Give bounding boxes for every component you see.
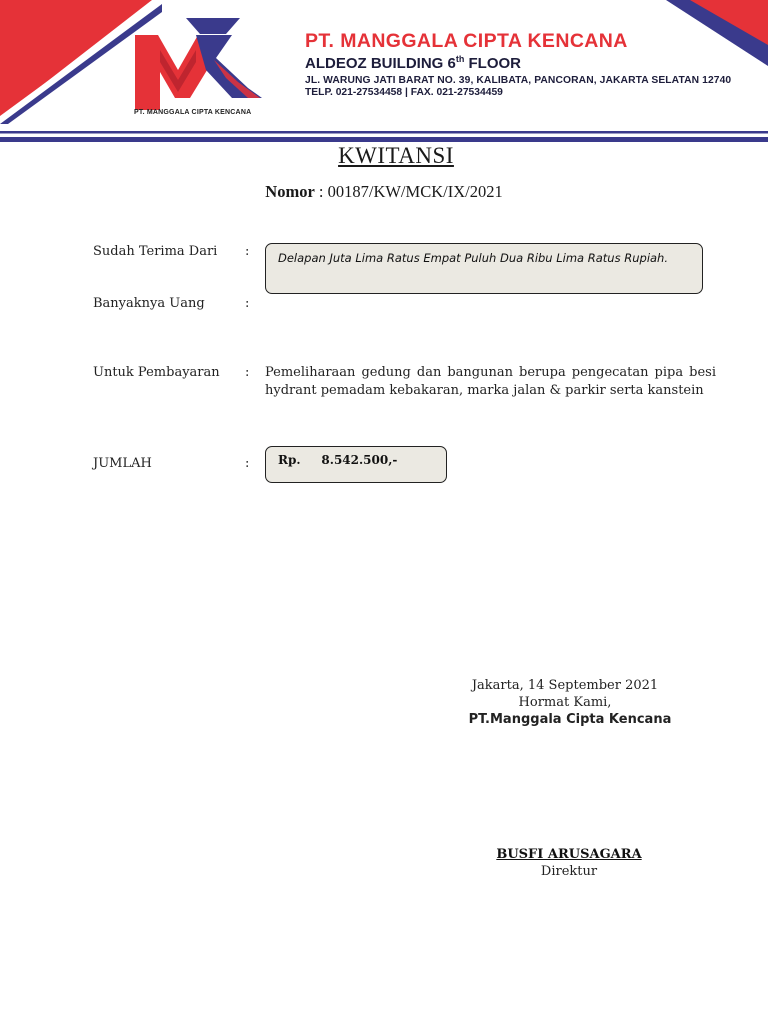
payment-for-line-2: hydrant pemadam kebakaran, marka jalan & parkir serta kanstein: [265, 383, 704, 398]
total-value: Rp. 8.542.500,-: [278, 453, 398, 467]
payment-for-colon: :: [245, 365, 250, 380]
amount-words-label: Banyaknya Uang: [93, 296, 205, 311]
company-building-suffix: FLOOR: [464, 55, 522, 72]
document-number: [0, 182, 768, 202]
company-name: PT. MANGGALA CIPTA KENCANA: [305, 30, 628, 52]
signature-organization: PT.Manggala Cipta Kencana: [468, 712, 672, 727]
company-contact: TELP. 021-27534458 | FAX. 021-27534459: [305, 87, 503, 98]
document-number-separator: :: [314, 182, 328, 201]
header-rule-thick: [0, 137, 768, 142]
company-building-name: ALDEOZ BUILDING 6: [305, 55, 456, 72]
signer-name: BUSFI ARUSAGARA: [496, 847, 642, 862]
amount-words-colon: :: [245, 296, 250, 311]
received-from-colon: :: [245, 244, 250, 259]
company-building: [305, 54, 521, 72]
company-building-superscript: th: [455, 54, 465, 64]
document-number-label: Nomor: [265, 182, 315, 201]
amount-words-box: [265, 243, 703, 294]
logo-caption: PT. MANGGALA CIPTA KENCANA: [134, 109, 252, 116]
amount-words-text: Delapan Juta Lima Ratus Empat Puluh Dua Ribu Lima Ratus Rupiah.: [278, 251, 669, 265]
signer-title: Direktur: [540, 864, 598, 879]
total-box: [265, 446, 447, 483]
document-number-value: 00187/KW/MCK/IX/2021: [327, 182, 503, 201]
company-address: JL. WARUNG JATI BARAT NO. 39, KALIBATA, PANCORAN, JAKARTA SELATAN 12740: [305, 75, 732, 86]
payment-for-label: Untuk Pembayaran: [93, 365, 220, 380]
total-colon: :: [245, 456, 250, 471]
place-date: Jakarta, 14 September 2021: [471, 678, 659, 693]
header-rule-thin: [0, 131, 768, 134]
closing-greeting: Hormat Kami,: [518, 695, 612, 710]
mck-logo-icon: [135, 18, 262, 110]
total-label: JUMLAH: [93, 456, 152, 471]
payment-for-text: [265, 364, 716, 400]
payment-for-line-1: Pemeliharaan gedung dan bangunan berupa pengecatan pipa besi: [265, 365, 716, 380]
document-title: KWITANSI: [338, 143, 454, 168]
received-from-label: Sudah Terima Dari: [93, 244, 218, 259]
